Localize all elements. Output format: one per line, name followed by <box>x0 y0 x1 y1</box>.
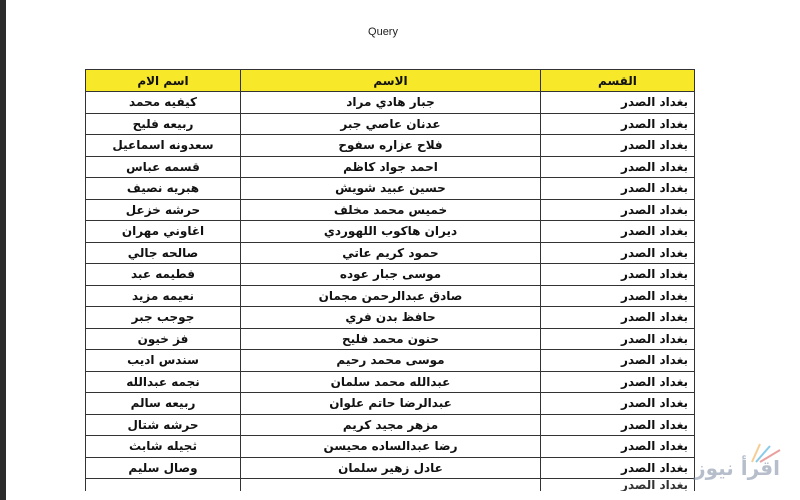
cell-section: بغداد الصدر <box>541 92 695 114</box>
cell-mother-name: اغاوني مهران <box>86 221 241 243</box>
table-row <box>86 135 695 157</box>
table-row <box>86 393 695 415</box>
cell-section: بغداد الصدر <box>541 135 695 157</box>
cell-section: بغداد الصدر <box>541 264 695 286</box>
cell-section: بغداد الصدر <box>541 285 695 307</box>
cell-name: جبار هادي مراد <box>241 92 541 114</box>
cell-name: احمد جواد كاظم <box>241 156 541 178</box>
header-section: القسم <box>541 70 695 92</box>
header-mother-name: اسم الام <box>86 70 241 92</box>
cell-section: بغداد الصدر <box>541 414 695 436</box>
cell-name: رضا عبدالساده محيسن <box>241 436 541 458</box>
table-row <box>86 156 695 178</box>
table-row <box>86 350 695 372</box>
cell-mother-name: ربيعه فليح <box>86 113 241 135</box>
table-row <box>86 307 695 329</box>
cell-section: بغداد الصدر <box>541 221 695 243</box>
cell-name: عبدالرضا حاتم علوان <box>241 393 541 415</box>
cell-mother-name: ربيعه سالم <box>86 393 241 415</box>
table-row <box>86 242 695 264</box>
cell-section: بغداد الصدر <box>541 479 695 492</box>
cell-name: فلاح عزاره سفوح <box>241 135 541 157</box>
cell-section: بغداد الصدر <box>541 436 695 458</box>
cell-section: بغداد الصدر <box>541 393 695 415</box>
table-row <box>86 113 695 135</box>
cell-section: بغداد الصدر <box>541 350 695 372</box>
table-row <box>86 328 695 350</box>
table-row <box>86 264 695 286</box>
cell-name: صادق عبدالرحمن مجمان <box>241 285 541 307</box>
cell-mother-name: نعيمه مزيد <box>86 285 241 307</box>
cell-name: موسى جبار عوده <box>241 264 541 286</box>
table-row <box>86 285 695 307</box>
cell-name: عادل زهير سلمان <box>241 457 541 479</box>
cell-name: عبدالله محمد سلمان <box>241 371 541 393</box>
cell-section: بغداد الصدر <box>541 457 695 479</box>
cell-mother-name: نجمه عبدالله <box>86 371 241 393</box>
table-row <box>86 92 695 114</box>
table-row <box>86 199 695 221</box>
table-row <box>86 436 695 458</box>
header-name: الاسم <box>241 70 541 92</box>
table-row <box>86 221 695 243</box>
cell-mother-name: كيفيه محمد <box>86 92 241 114</box>
cell-name: خميس محمد مخلف <box>241 199 541 221</box>
cell-mother-name: هبريه نصيف <box>86 178 241 200</box>
cell-section: بغداد الصدر <box>541 156 695 178</box>
cell-section: بغداد الصدر <box>541 178 695 200</box>
cell-name: عدنان عاصي جبر <box>241 113 541 135</box>
table-header-row <box>86 70 695 92</box>
table-row-partial <box>86 479 695 492</box>
table-row <box>86 371 695 393</box>
cell-name: حافظ بدن فري <box>241 307 541 329</box>
cell-mother-name: حرشه شتال <box>86 414 241 436</box>
cell-mother-name: حرشه خزعل <box>86 199 241 221</box>
cell-name: حنون محمد فليح <box>241 328 541 350</box>
cell-name: ديران هاكوب اللهوردي <box>241 221 541 243</box>
results-table <box>85 69 695 491</box>
cell-mother-name: سعدونه اسماعيل <box>86 135 241 157</box>
cell-name: موسى محمد رحيم <box>241 350 541 372</box>
cell-name: حمود كريم عاتي <box>241 242 541 264</box>
page-title: Query <box>368 26 398 38</box>
table-row <box>86 178 695 200</box>
cell-mother-name: سندس اديب <box>86 350 241 372</box>
cell-mother-name: فطيمه عبد <box>86 264 241 286</box>
table-row <box>86 414 695 436</box>
watermark-text: اقرأ نيوز <box>694 456 780 480</box>
watermark-logo <box>668 442 788 482</box>
cell-section: بغداد الصدر <box>541 242 695 264</box>
results-table-container <box>85 69 694 491</box>
cell-section: بغداد الصدر <box>541 328 695 350</box>
cell-mother-name <box>86 479 241 492</box>
cell-name: حسين عبيد شويش <box>241 178 541 200</box>
cell-section: بغداد الصدر <box>541 307 695 329</box>
cell-mother-name: ثجيله شابث <box>86 436 241 458</box>
cell-section: بغداد الصدر <box>541 371 695 393</box>
cell-mother-name: صالحه جالي <box>86 242 241 264</box>
cell-mother-name: قسمه عباس <box>86 156 241 178</box>
cell-section: بغداد الصدر <box>541 199 695 221</box>
cell-mother-name: جوجب جبر <box>86 307 241 329</box>
cell-name: مزهر مجيد كريم <box>241 414 541 436</box>
page-left-border <box>0 0 6 500</box>
table-row <box>86 457 695 479</box>
cell-mother-name: وصال سليم <box>86 457 241 479</box>
cell-section: بغداد الصدر <box>541 113 695 135</box>
cell-mother-name: فز خيون <box>86 328 241 350</box>
cell-name <box>241 479 541 492</box>
